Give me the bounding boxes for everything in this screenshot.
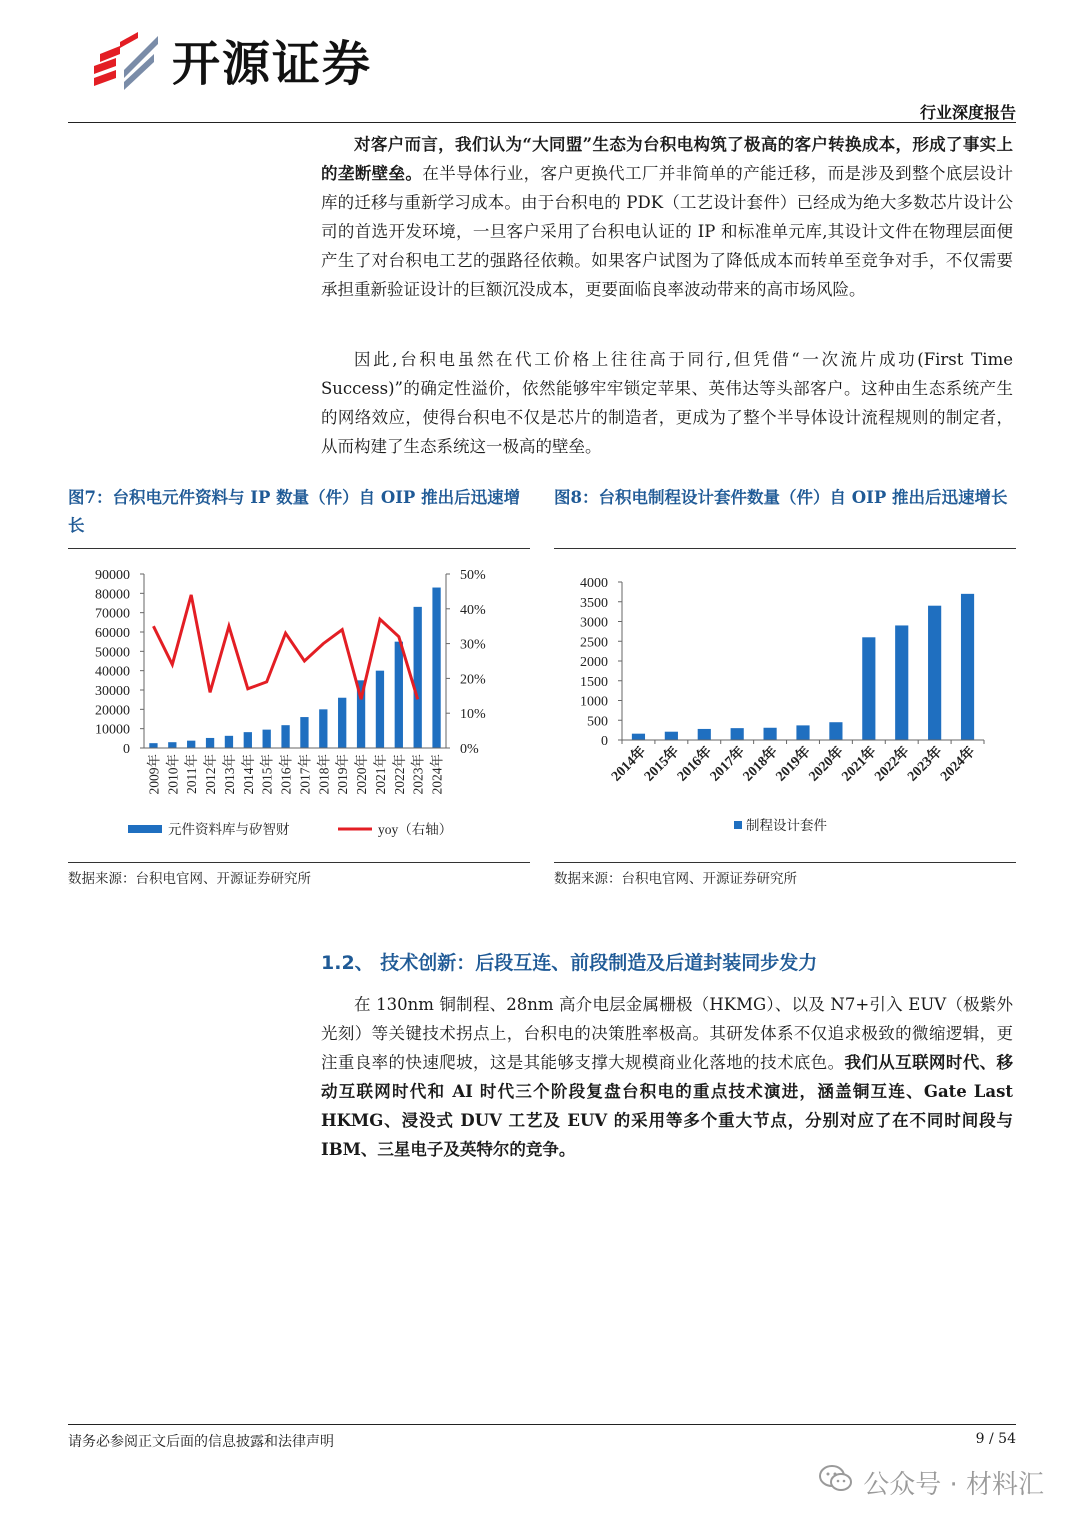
fig8-bar xyxy=(665,732,678,740)
fig7-bar xyxy=(376,671,384,748)
company-logo-mark xyxy=(90,30,162,94)
fig7-bar xyxy=(432,588,440,748)
fig7-bar xyxy=(338,698,346,748)
fig8-bar xyxy=(928,606,941,740)
fig8-bar xyxy=(796,725,809,740)
fig7-right-tick-label: 10% xyxy=(460,707,486,723)
fig7-legend-bar-swatch xyxy=(128,825,162,833)
company-name: 开源证券 xyxy=(172,36,373,92)
fig7-right-tick-label: 40% xyxy=(460,602,486,618)
fig8-y-tick-label: 0 xyxy=(601,734,608,749)
fig7-top-rule xyxy=(68,548,530,549)
fig8-source: 数据来源：台积电官网、开源证券研究所 xyxy=(554,871,797,887)
fig7-right-tick-label: 20% xyxy=(460,672,486,688)
fig7-bar xyxy=(225,736,233,748)
watermark-text: 公众号 · 材料汇 xyxy=(863,1470,1044,1500)
fig7-bar xyxy=(187,741,195,748)
fig7-x-tick-label: 2011年 xyxy=(184,754,200,794)
fig7-left-tick-label: 70000 xyxy=(95,606,130,622)
fig7-left-tick-label: 60000 xyxy=(95,626,130,641)
fig7-x-tick-label: 2019年 xyxy=(335,754,351,795)
fig8-bar xyxy=(862,637,875,740)
wechat-icon xyxy=(819,1464,853,1501)
page-number: 9 / 54 xyxy=(975,1431,1016,1447)
fig7-legend-line-label: yoy（右轴） xyxy=(378,822,453,837)
paragraph-2: 因此,台积电虽然在代工价格上往往高于同行,但凭借“一次流片成功(First Time Success)”的确定性溢价，依然能够牢牢锁定苹果、英伟达等头部客户。这种由生态系统产生的网络效应，使得台积电不仅是芯片的制造者，更成为了整个半导体设计流程规则的制定者，从而构建了生态系统这一极高的壁垒。 xyxy=(321,350,1013,456)
fig8-bar xyxy=(764,728,777,740)
report-type: 行业深度报告 xyxy=(919,103,1016,122)
fig8-x-tick-label: 2016年 xyxy=(674,744,716,785)
section-paragraph-bold: 我们从互联网时代、移动互联网时代和 AI 时代三个阶段复盘台积电的重点技术演进，涵盖铜互连、Gate Last HKMG、浸没式 DUV 工艺及 EUV 的采用等多个重大节点，分别对应了在不同时间段与 IBM、三星电子及英特尔的竞争。 xyxy=(321,1053,1014,1159)
fig7-bar xyxy=(206,738,214,748)
fig7-left-tick-label: 20000 xyxy=(95,703,130,719)
section-title: 1.2、 技术创新：后段互连、前段制造及后道封装同步发力 xyxy=(321,952,818,974)
fig7-left-tick-label: 80000 xyxy=(95,587,130,603)
fig8-bar xyxy=(731,728,744,740)
watermark xyxy=(819,1464,1044,1501)
fig7-x-tick-label: 2014年 xyxy=(240,754,256,795)
paragraph-1 xyxy=(321,130,1013,304)
fig7-right-tick-label: 50% xyxy=(460,568,486,583)
fig8-y-tick-label: 4000 xyxy=(580,576,608,591)
fig8-x-tick-label: 2015年 xyxy=(641,744,683,785)
fig8-bar xyxy=(829,722,842,740)
header-rule xyxy=(68,122,1016,123)
fig8-x-tick-label: 2018年 xyxy=(740,744,781,785)
fig7-bottom-rule xyxy=(68,862,530,863)
fig7-x-tick-label: 2021年 xyxy=(372,754,388,795)
fig8-legend-label: 制程设计套件 xyxy=(746,818,827,833)
fig7-right-tick-label: 30% xyxy=(460,637,486,653)
fig8-bar xyxy=(895,625,908,740)
fig8-x-tick-label: 2023年 xyxy=(905,744,946,785)
fig7-caption: 图7：台积电元件资料与 IP 数量（件）自 OIP 推出后迅速增长 xyxy=(68,488,521,535)
fig8-x-tick-label: 2024年 xyxy=(938,744,979,785)
paragraph-1-bold: 对客户而言，我们认为“大同盟”生态为台积电构筑了极高的客户转换成本，形成了事实上的垄断壁垒。 xyxy=(321,135,1013,183)
fig7-bar xyxy=(263,730,271,748)
fig7-bar xyxy=(244,732,252,748)
fig7-bar xyxy=(414,607,422,748)
fig8-x-tick-label: 2017年 xyxy=(707,744,749,785)
footer-disclaimer: 请务必参阅正文后面的信息披露和法律声明 xyxy=(68,1434,334,1450)
fig8-y-tick-label: 2500 xyxy=(580,635,608,651)
fig8-y-tick-label: 1000 xyxy=(580,694,608,710)
fig7-x-tick-label: 2009年 xyxy=(146,754,162,795)
fig8-y-tick-label: 2000 xyxy=(580,655,608,670)
fig7-left-tick-label: 50000 xyxy=(95,645,130,661)
fig7-x-tick-label: 2012年 xyxy=(203,754,219,795)
fig7-x-tick-label: 2024年 xyxy=(429,754,445,795)
section-paragraph-normal: 在 130nm 铜制程、28nm 高介电层金属栅极（HKMG）、以及 N7+引入 EUV（极紫外光刻）等关键技术拐点上，台积电的决策胜率极高。其研发体系不仅追求极致的微缩逻辑，更注重良率的快速爬坡，这是其能够支撑大规模商业化落地的技术底色。 xyxy=(321,995,1013,1072)
fig7-bar xyxy=(168,742,176,748)
fig7-legend-bar-label: 元件资料库与矽智财 xyxy=(168,822,290,837)
fig8-y-tick-label: 1500 xyxy=(580,674,608,690)
fig8-x-tick-label: 2019年 xyxy=(773,744,814,785)
fig7-bar xyxy=(149,743,157,748)
fig7-x-tick-label: 2020年 xyxy=(354,754,370,795)
fig7-x-tick-label: 2022年 xyxy=(391,754,407,795)
fig7-x-tick-label: 2016年 xyxy=(278,754,294,795)
fig8-x-tick-label: 2020年 xyxy=(806,744,847,785)
fig7-chart xyxy=(68,552,530,854)
paragraph-1-rest: 在半导体行业，客户更换代工厂并非简单的产能迁移，而是涉及到整个底层设计库的迁移与重新学习成本。由于台积电的 PDK（工艺设计套件）已经成为绝大多数芯片设计公司的首选开发环境，一旦客户采用了台积电认证的 IP 和标准单元库,其设计文件在物理层面便产生了对台积电工艺的强路径依赖。如果客户试图为了降低成本而转单至竞争对手，不仅需要承担重新验证设计的巨额沉没成本，更要面临良率波动带来的高市场风险。 xyxy=(321,164,1014,299)
fig7-x-tick-label: 2023年 xyxy=(410,754,426,795)
fig7-bar xyxy=(395,642,403,748)
fig8-x-tick-label: 2021年 xyxy=(839,744,880,785)
fig8-bar xyxy=(632,734,645,740)
fig7-x-tick-label: 2013年 xyxy=(221,754,237,795)
fig8-x-tick-label: 2014年 xyxy=(608,744,650,785)
fig8-y-tick-label: 3000 xyxy=(580,615,608,631)
section-paragraph xyxy=(321,990,1013,1164)
fig8-top-rule xyxy=(554,548,1016,549)
footer-rule xyxy=(68,1424,1016,1425)
fig7-x-tick-label: 2017年 xyxy=(297,754,313,795)
fig7-left-tick-label: 0 xyxy=(123,742,130,757)
fig7-bar xyxy=(319,709,327,748)
fig7-left-tick-label: 30000 xyxy=(95,684,130,699)
fig7-x-tick-label: 2015年 xyxy=(259,754,275,795)
fig8-x-tick-label: 2022年 xyxy=(872,744,913,785)
fig8-caption: 图8：台积电制程设计套件数量（件）自 OIP 推出后迅速增长 xyxy=(554,488,1008,507)
fig7-bar xyxy=(300,717,308,748)
fig8-bar xyxy=(698,729,711,740)
fig7-left-tick-label: 90000 xyxy=(95,568,130,583)
fig8-chart xyxy=(554,552,1016,854)
fig7-right-tick-label: 0% xyxy=(460,742,479,757)
fig8-y-tick-label: 3500 xyxy=(580,595,608,611)
fig7-bar xyxy=(281,725,289,748)
fig8-y-tick-label: 500 xyxy=(587,714,608,730)
fig7-source: 数据来源：台积电官网、开源证券研究所 xyxy=(68,871,311,887)
fig7-left-tick-label: 40000 xyxy=(95,664,130,680)
fig8-legend-swatch xyxy=(734,821,742,829)
fig7-x-tick-label: 2010年 xyxy=(165,754,181,795)
fig8-bar xyxy=(961,594,974,740)
fig7-x-tick-label: 2018年 xyxy=(316,754,332,795)
fig7-left-tick-label: 10000 xyxy=(95,722,130,738)
fig8-bottom-rule xyxy=(554,862,1016,863)
